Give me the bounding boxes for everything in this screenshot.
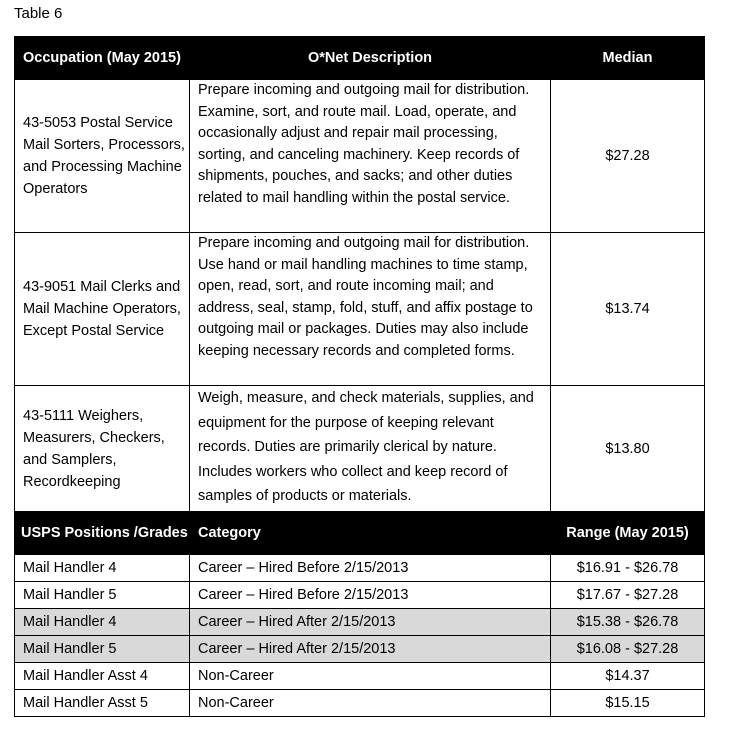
header-row-occupations	[15, 37, 705, 80]
description-cell: Weigh, measure, and check materials, supplies, and equipment for the purpose of keeping relevant records. Duties are primarily clerical by nature. Includes workers who collect and keep record of samples of products or materials.	[190, 386, 551, 512]
header-median: Median	[551, 37, 705, 80]
position-cell: Mail Handler 4	[15, 609, 190, 636]
wage-table	[14, 36, 705, 717]
category-cell: Career – Hired Before 2/15/2013	[190, 555, 551, 582]
header-range: Range (May 2015)	[551, 512, 705, 555]
median-cell: $13.74	[551, 233, 705, 386]
table-row	[15, 690, 705, 717]
header-row-positions	[15, 512, 705, 555]
position-cell: Mail Handler 4	[15, 555, 190, 582]
table-row	[15, 609, 705, 636]
category-cell: Career – Hired After 2/15/2013	[190, 636, 551, 663]
position-cell: Mail Handler 5	[15, 582, 190, 609]
header-usps-positions: USPS Positions /Grades	[15, 512, 190, 555]
category-cell: Non-Career	[190, 663, 551, 690]
header-category: Category	[190, 512, 551, 555]
position-cell: Mail Handler Asst 5	[15, 690, 190, 717]
median-cell: $27.28	[551, 80, 705, 233]
occupation-cell: 43-9051 Mail Clerks and Mail Machine Operators, Except Postal Service	[15, 233, 190, 386]
table-row	[15, 663, 705, 690]
position-cell: Mail Handler 5	[15, 636, 190, 663]
occupation-cell: 43-5111 Weighers, Measurers, Checkers, and Samplers, Recordkeeping	[15, 386, 190, 512]
median-cell: $13.80	[551, 386, 705, 512]
table-row	[15, 80, 705, 233]
description-cell: Prepare incoming and outgoing mail for distribution. Use hand or mail handling machines to time stamp, open, read, sort, and route incoming mail; and address, seal, stamp, fold, stuff, and affix postage to outgoing mail or packages. Duties may also include keeping necessary records and completed forms.	[190, 233, 551, 386]
table-row	[15, 386, 705, 512]
range-cell: $14.37	[551, 663, 705, 690]
table-row	[15, 582, 705, 609]
category-cell: Career – Hired After 2/15/2013	[190, 609, 551, 636]
range-cell: $15.38 - $26.78	[551, 609, 705, 636]
header-onet-description: O*Net Description	[190, 37, 551, 80]
table-row	[15, 233, 705, 386]
category-cell: Career – Hired Before 2/15/2013	[190, 582, 551, 609]
table-caption: Table 6	[14, 5, 63, 22]
table-row	[15, 555, 705, 582]
range-cell: $16.91 - $26.78	[551, 555, 705, 582]
range-cell: $16.08 - $27.28	[551, 636, 705, 663]
range-cell: $15.15	[551, 690, 705, 717]
table-row	[15, 636, 705, 663]
occupation-cell: 43-5053 Postal Service Mail Sorters, Processors, and Processing Machine Operators	[15, 80, 190, 233]
position-cell: Mail Handler Asst 4	[15, 663, 190, 690]
range-cell: $17.67 - $27.28	[551, 582, 705, 609]
header-occupation: Occupation (May 2015)	[15, 37, 190, 80]
description-cell: Prepare incoming and outgoing mail for distribution. Examine, sort, and route mail. Load, operate, and occasionally adjust and repair mail processing, sorting, and canceling machinery. Keep records of shipments, pouches, and sacks; and other duties related to mail handling within the postal service.	[190, 80, 551, 233]
category-cell: Non-Career	[190, 690, 551, 717]
